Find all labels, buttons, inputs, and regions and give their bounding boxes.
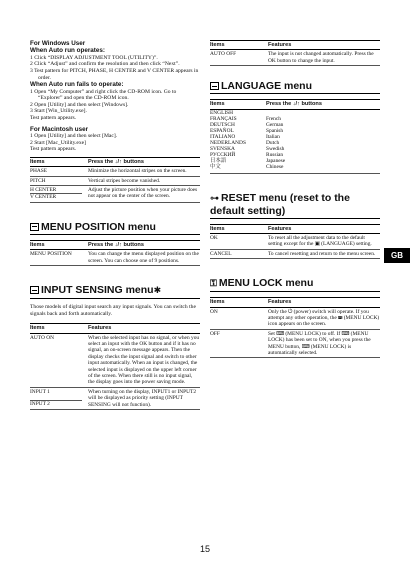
feature-cell: To cancel resetting and return to the menu screen.: [268, 249, 380, 258]
item-label: V CENTER: [30, 194, 57, 201]
feature-cell: You can change the menu displayed position on the screen. You can choose one of 9 positions.: [88, 251, 199, 264]
table-row: [30, 185, 200, 202]
input-sensing-table: [30, 323, 200, 410]
table-row: [30, 176, 200, 185]
step: 1 Click “DISPLAY ADJUSTMENT TOOL (UTILITY)”.: [30, 54, 158, 61]
language-table: [210, 99, 380, 173]
feature-cell: To reset all the adjustment data to the default setting except for the ▣ (LANGUAGE) setting.: [268, 233, 380, 249]
language-item: 日本語: [210, 158, 227, 165]
language-item: DEUTSCH: [210, 121, 235, 128]
column-header: Items: [210, 100, 266, 109]
left-column: [30, 40, 200, 410]
language-item: ESPAÑOL: [210, 127, 234, 134]
item-label: INPUT 2: [30, 401, 50, 408]
language-name: [266, 109, 380, 116]
language-icon: [210, 82, 219, 90]
item-cell: ON: [210, 307, 268, 329]
column-header: Press the ↓/↑ buttons: [88, 157, 200, 166]
feature-cell: Minimize the horizontal stripes on the screen.: [88, 167, 200, 176]
language-title-text: LANGUAGE menu: [221, 80, 313, 93]
language-tab-label: GB: [384, 248, 410, 263]
step: 3 Test pattern for PITCH, PHASE, H CENTER and V CENTER appears in order.: [30, 68, 199, 81]
item-cell: [30, 185, 88, 202]
menu-position-title: [30, 221, 200, 235]
mac-user-heading: For Macintosh user: [30, 125, 89, 133]
table-row: [30, 167, 200, 176]
table-row: [210, 109, 380, 116]
feature-cell: Adjust the picture position when your picture does not appear on the center of the screen.: [88, 185, 200, 202]
windows-user-heading: For Windows User: [30, 40, 86, 47]
step: 2 Click “Adjust” and confirm the resolution and then click “Next”.: [30, 61, 180, 68]
step: 1 Open [Utility] and then select [Mac].: [30, 132, 118, 139]
reset-title: [210, 192, 380, 219]
menu-position-title-text: MENU POSITION menu: [41, 220, 156, 233]
step: 2 Start [Mac_Utility.exe]: [30, 139, 87, 146]
language-item: РУССКИЙ: [210, 152, 236, 159]
note: Test pattern appears.: [30, 146, 77, 153]
language-item: FRANÇAIS: [210, 115, 237, 122]
table-row: [30, 250, 200, 266]
step: 1 Open “My Computer” and right click the CD-ROM icon. Go to “Explorer” and open the CD-ROM icon.: [30, 88, 177, 102]
input-sensing-continued-table: [210, 40, 380, 66]
table-row: [210, 233, 380, 249]
auto-run-heading: When Auto run operates:: [30, 47, 105, 55]
language-title: [210, 80, 380, 94]
language-name: Dutch: [266, 140, 280, 147]
menu-position-icon: [30, 223, 39, 231]
reset-table: [210, 224, 380, 260]
column-header: Features: [268, 298, 380, 307]
language-item: 中文: [210, 164, 266, 173]
feature-cell: When the selected input has no signal, or when you select an input with the OK button and if it has no signal, an on-screen message appears. Then the display checks the input signal and switch to other input automatically. When an input is changed, the selected input is displayed on the upper left corner of the screen. When there still is no input signal, the display goes into the power saving mode.: [88, 334, 200, 386]
table-row: [210, 50, 380, 66]
item-label: INPUT 1: [30, 389, 82, 401]
item-cell: AUTO ON: [30, 333, 88, 387]
column-header: Press the ↓/↑ buttons: [266, 100, 380, 109]
column-header: Items: [210, 41, 268, 50]
step: 2 Open [Utility] and then select [Windows].: [30, 101, 129, 108]
column-header: Items: [210, 298, 268, 307]
language-name: Chinese: [266, 164, 380, 173]
language-item: ENGLISH: [210, 109, 234, 116]
item-cell: OK: [210, 233, 268, 249]
input-sensing-title-text: INPUT SENSING menu: [41, 284, 154, 296]
menu-lock-title: [210, 277, 380, 292]
reset-title-text: RESET menu (reset to the default setting): [210, 191, 350, 217]
table-row: [30, 387, 200, 409]
menu-position-table: [30, 240, 200, 266]
item-cell: AUTO OFF: [210, 50, 268, 66]
asterisk-icon: ✱: [153, 286, 162, 296]
language-item: SVENSKA: [210, 146, 235, 153]
step: 3 Start [Win_Utility.exe].: [30, 108, 87, 115]
column-header: Features: [88, 324, 200, 333]
right-column: [210, 40, 380, 358]
column-header: Press the ↓/↑ buttons: [88, 240, 200, 249]
input-sensing-title: [30, 284, 200, 299]
key-icon: ⚿: [210, 279, 217, 290]
reset-icon: ⊶: [210, 193, 219, 204]
feature-cell: When turning on the display, INPUT1 or INPUT2 will be displayed as priority setting (INPUT SENSING will not function).: [88, 387, 200, 409]
item-cell: PHASE: [30, 167, 88, 176]
auto-run-fail-heading: When Auto run fails to operate:: [30, 81, 124, 89]
language-name: Swedish: [266, 146, 285, 153]
adjust-table: [30, 157, 200, 203]
item-cell: CANCEL: [210, 249, 268, 258]
table-row: [210, 307, 380, 329]
language-name: German: [266, 121, 284, 128]
table-row: [210, 164, 380, 173]
column-header: Features: [268, 41, 380, 50]
item-label: H CENTER: [30, 187, 82, 194]
language-name: Japanese: [266, 158, 286, 165]
input-sensing-icon: [30, 286, 39, 294]
language-item: ITALIANO: [210, 134, 236, 140]
input-sensing-intro: Those models of digital input search any input signals. You can switch the signals back and forth automatically.: [30, 304, 196, 317]
feature-cell: Set ⌨ (MENU LOCK) to off. If ⌨ (MENU LOCK) has been set to ON, when you press the MENU button, ⌨ (MENU LOCK) is automatically selected.: [268, 329, 380, 358]
column-header: Items: [30, 240, 88, 249]
language-name: Italian: [266, 134, 280, 140]
item-cell: MENU POSITION: [30, 250, 88, 266]
feature-cell: Vertical stripes become vanished.: [88, 176, 200, 185]
language-item: NEDERLANDS: [210, 140, 246, 147]
feature-cell: The input is not changed automatically. Press the OK button to change the input.: [268, 50, 380, 66]
column-header: Features: [268, 224, 380, 233]
language-name: Russian: [266, 152, 284, 159]
column-header: Items: [210, 224, 268, 233]
column-header: Items: [30, 324, 88, 333]
menu-lock-table: [210, 297, 380, 358]
table-row: [210, 329, 380, 358]
menu-lock-title-text: MENU LOCK menu: [218, 277, 314, 290]
column-header: Items: [30, 157, 88, 166]
item-cell: OFF: [210, 329, 268, 358]
language-name: Spanish: [266, 127, 284, 134]
language-name: French: [266, 115, 281, 122]
note: Test pattern appears.: [30, 114, 77, 121]
feature-cell: Only the ⏻ (power) switch will operate. If you attempt any other operation, the ⌨ (MENU LOCK) icon appears on the screen.: [268, 308, 380, 328]
page-number: 15: [199, 544, 210, 554]
table-row: [30, 333, 200, 387]
table-row: [210, 249, 380, 258]
item-cell: [30, 387, 88, 409]
item-cell: PITCH: [30, 176, 88, 185]
